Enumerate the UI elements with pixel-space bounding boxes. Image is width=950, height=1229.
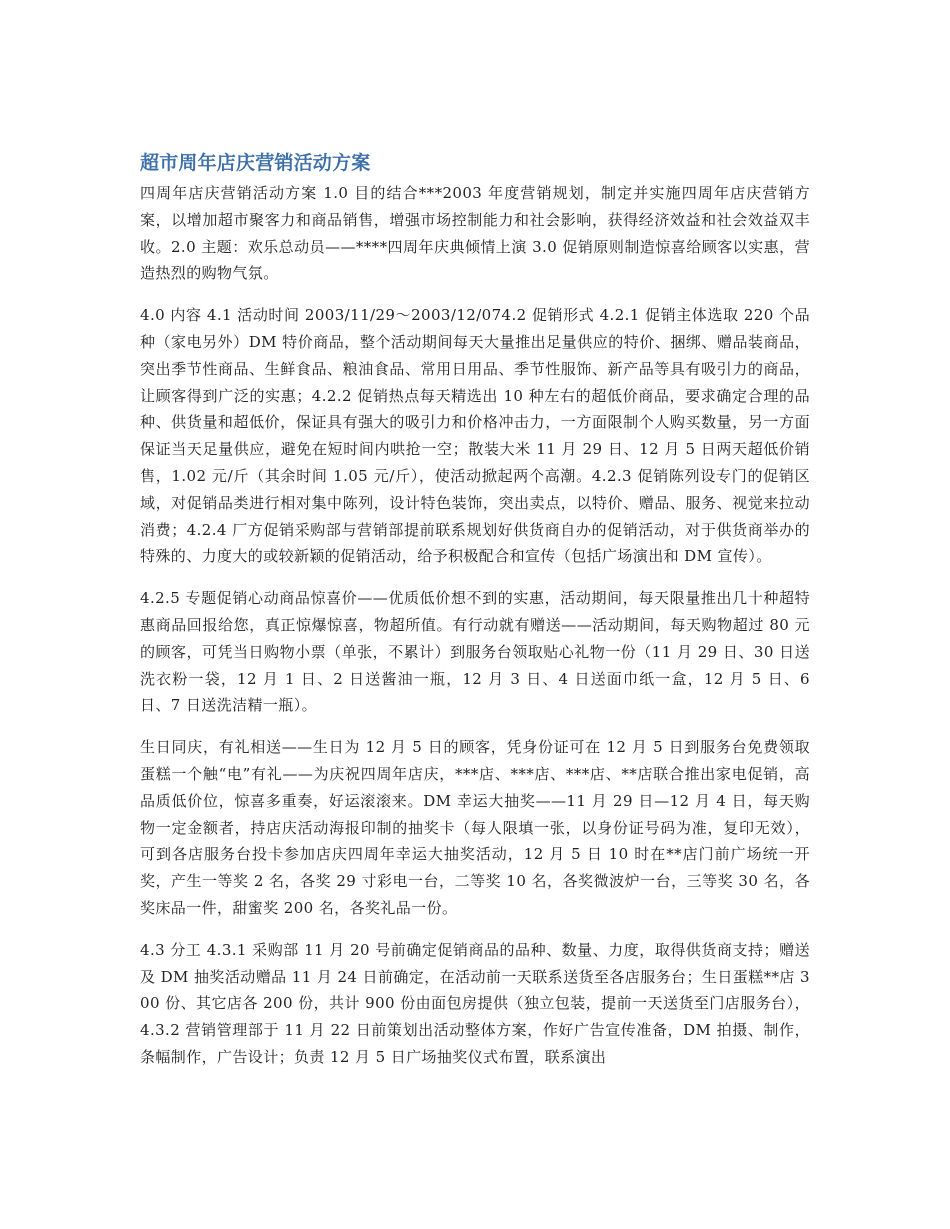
paragraph-birthday-lottery: 生日同庆，有礼相送——生日为 12 月 5 日的顾客，凭身份证可在 12 月 5 日到服务台免费领取蛋糕一个触“电”有礼——为庆祝四周年店庆，***店、***店、***店、**店联合推出家电促销，高品质低价位，惊喜多重奏，好运滚滚来。DM 幸运大抽奖——11 月 29 日—12 月 4 日，每天购物一定金额者，持店庆活动海报印制的抽奖卡（每人限填一张，以身份证号码为准，复印无效），可到各店服务台投卡参加店庆四周年幸运大抽奖活动，12 月 5 日 10 时在**店门前广场统一开奖，产生一等奖 2 名，各奖 29 寸彩电一台，二等奖 10 名，各奖微波炉一台，三等奖 30 名，各奖床品一件，甜蜜奖 200 名，各奖礼品一份。 xyxy=(140,738,810,917)
paragraph-content-schedule: 4.0 内容 4.1 活动时间 2003/11/29～2003/12/074.2 促销形式 4.2.1 促销主体选取 220 个品种（家电另外）DM 特价商品，整个活动期间每天大量推出足量供应的特价、捆绑、赠品装商品，突出季节性商品、生鲜食品、粮油食品、常用日用品、季节性服饰、新产品等具有吸引力的商品，让顾客得到广泛的实惠；4.2.2 促销热点每天精选出 10 种左右的超低价商品，要求确定合理的品种、供货量和超低价，保证具有强大的吸引力和价格冲击力，一方面限制个人购买数量，另一方面保证当天足量供应，避免在短时间内哄抢一空；散装大米 11 月 29 日、12 月 5 日两天超低价销售，1.02 元/斤（其余时间 1.05 元/斤），使活动掀起两个高潮。4.2.3 促销陈列设专门的促销区域，对促销品类进行相对集中陈列，设计特色装饰，突出卖点，以特价、赠品、服务、视觉来拉动消费；4.2.4 厂方促销采购部与营销部提前联系规划好供货商自办的促销活动，对于供货商举办的特殊的、力度大的或较新颖的促销活动，给予积极配合和宣传（包括广场演出和 DM 宣传）。 xyxy=(140,306,810,566)
paragraph-division-of-labor: 4.3 分工 4.3.1 采购部 11 月 20 号前确定促销商品的品种、数量、力度，取得供货商支持；赠送及 DM 抽奖活动赠品 11 月 24 日前确定，在活动前一天联系送货至各店服务台；生日蛋糕**店 300 份、其它店各 200 份，共计 900 份由面包房提供（独立包装，提前一天送货至门店服务台）， 4.3.2 营销管理部于 11 月 22 日前策划出活动整体方案，作好广告宣传准备，DM 拍摄、制作，条幅制作，广告设计；负责 12 月 5 日广场抽奖仪式布置，联系演出 xyxy=(140,940,810,1066)
paragraph-special-promotion: 4.2.5 专题促销心动商品惊喜价——优质低价想不到的实惠，活动期间，每天限量推出几十种超特惠商品回报给您，真正惊爆惊喜，物超所值。有行动就有赠送——活动期间，每天购物超过 80 元的顾客，可凭当日购物小票（单张，不累计）到服务台领取贴心礼物一份（11 月 29 日、30 日送洗衣粉一袋，12 月 1 日、2 日送酱油一瓶，12 月 3 日、4 日送面巾纸一盒，12 月 5 日、6 日、7 日送洗洁精一瓶）。 xyxy=(140,589,810,715)
document-body xyxy=(140,148,810,1086)
paragraph-purpose: 四周年店庆营销活动方案 1.0 目的结合***2003 年度营销规划，制定并实施四周年店庆营销方案，以增加超市聚客力和商品销售，增强市场控制能力和社会影响，获得经济效益和社会效益双丰收。2.0 主题：欢乐总动员——****四周年庆典倾情上演 3.0 促销原则制造惊喜给顾客以实惠，营造热烈的购物气氛。 xyxy=(140,184,810,283)
document-title: 超市周年店庆营销活动方案 xyxy=(140,152,371,174)
